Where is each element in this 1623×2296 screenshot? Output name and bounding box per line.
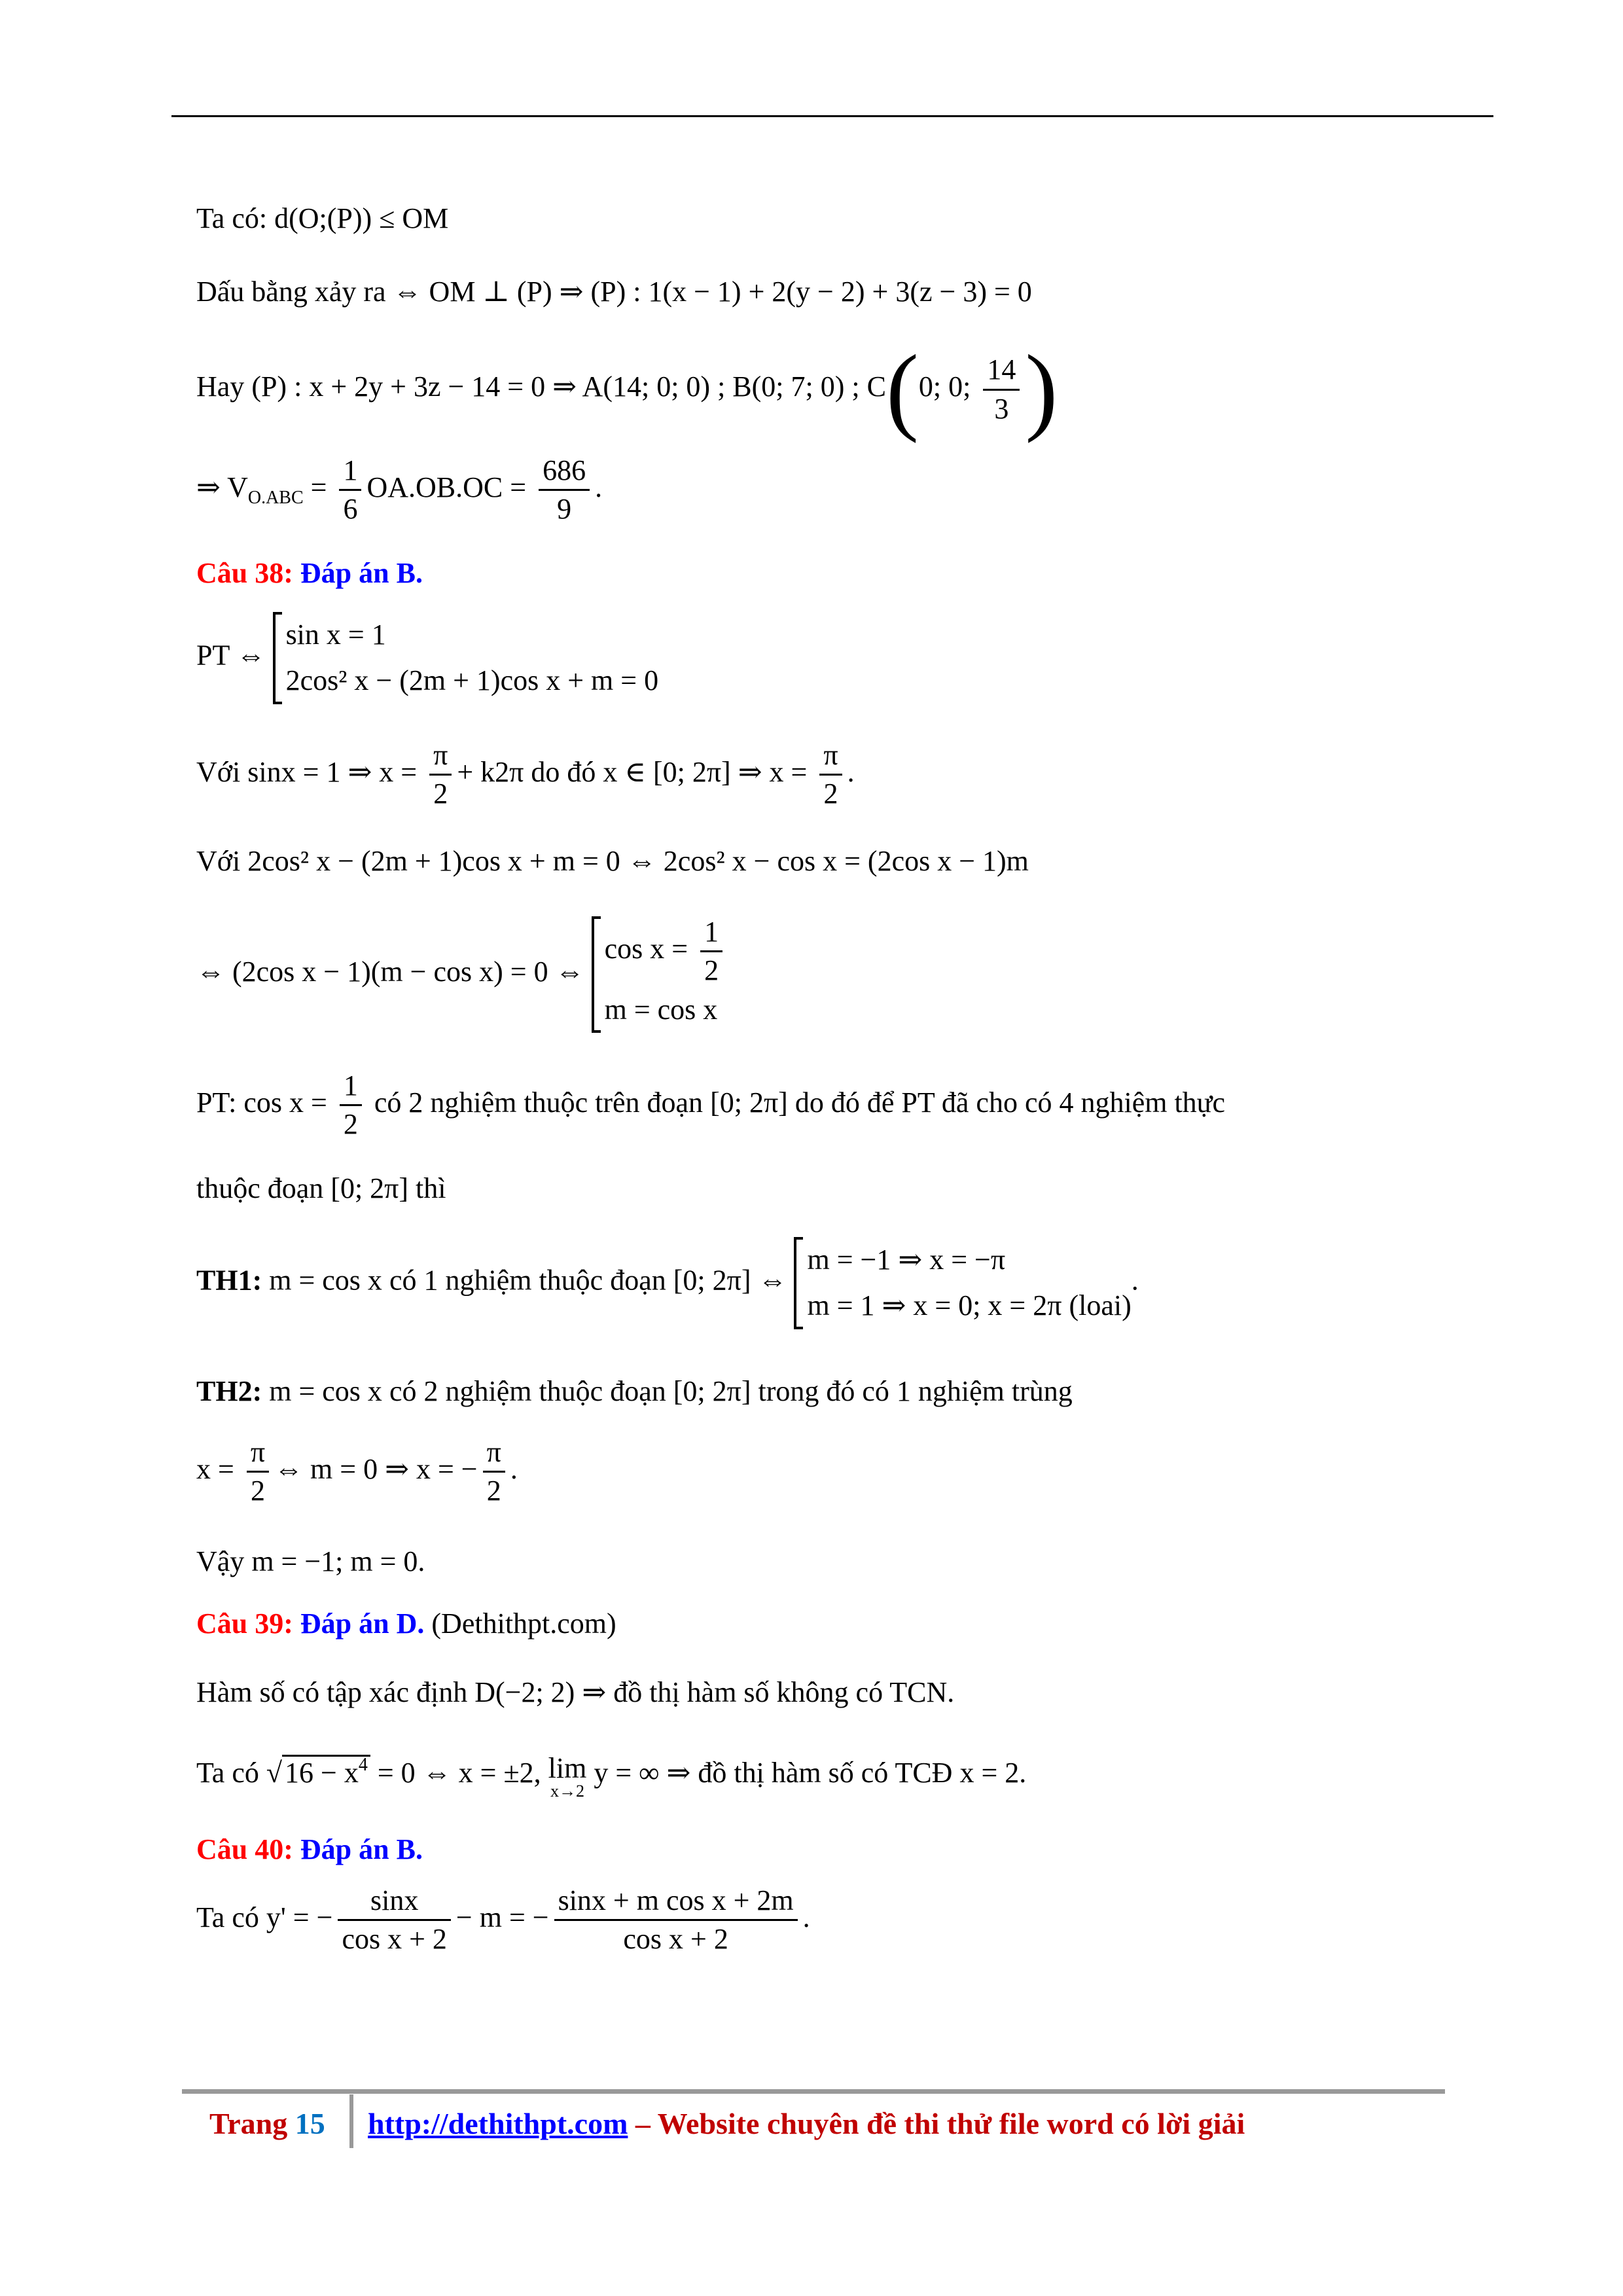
header-rule	[171, 115, 1493, 117]
line-pt-system: PT ⇔ sin x = 1 2cos² x − (2m + 1)cos x + m = 0	[196, 612, 658, 704]
line-sqrt-limit: Ta có $√16 - x^4 = 0$ ⇔ x = ±2, lim x→2 y = ∞ ⇒ đồ thị hàm số có TCĐ x = 2.	[196, 1752, 1027, 1801]
footer-rule	[182, 2089, 1445, 2094]
line-plane-equation: Hay (P) : x + 2y + 3z − 14 = 0 ⇒ A(14; 0; 0) ; B(0; 7; 0) ; C(0; 0; $\frac{14}{3}$ )	[196, 335, 1058, 444]
limit-operator: lim x→2	[548, 1752, 587, 1801]
fraction: $\frac{\pi}{2}$	[247, 1437, 269, 1507]
question-38-heading: Câu 38: Đáp án B.	[196, 557, 423, 589]
page-number: Trang 15	[209, 2107, 325, 2140]
equation-set: m = −1 ⇒ x = −π m = 1 ⇒ x = 0; x = 2π (loai)	[794, 1237, 1131, 1329]
fraction: $\frac{\pi}{2}$	[819, 740, 842, 810]
line-domain: Hàm số có tập xác định D(−2; 2) ⇒ đồ thị hàm số không có TCN.	[196, 1676, 955, 1708]
line-d-inequality: Ta có: d(O;(P)) ≤ OM	[196, 202, 449, 234]
fraction: $\frac{\pi}{2}$	[429, 740, 452, 810]
line-conclusion: Vậy m = −1; m = 0.	[196, 1545, 425, 1577]
line-sinx-case: Với sinx = 1 ⇒ x = $\frac{\pi}{2}$ + k2π do đó x ∈ [0; 2π] ⇒ x = $\frac{\pi}{2}$ .	[196, 739, 855, 810]
equation-set: cos x = $\frac{1}{2}$ m = cos x	[592, 916, 728, 1033]
fraction: $\frac{1}{2}$	[340, 1070, 362, 1141]
line-derivative: Ta có y' = − $\frac{\sin x}{\text{cos x + 2}}$ − m = − $\frac{\text{sinx + m cos x + 2m}}{\text{cos x + 2}}$ .	[196, 1884, 810, 1956]
line-pt-cos-half: PT: cos x = $\frac{1}{2}$ có 2 nghiệm thuộc trên đoạn [0; 2π] do đó để PT đã cho có 4 nghiệm thực	[196, 1069, 1226, 1141]
fraction: $\frac{14}{3}$	[983, 354, 1020, 425]
line-volume: ⇒ $V_{O.ABC}$ = $\frac{1}{6}$ OA.OB.OC = $\frac{686}{9}$ .	[196, 454, 603, 526]
equation-set: sin x = 1 2cos² x − (2m + 1)cos x + m = 0	[273, 612, 659, 704]
line-interval: thuộc đoạn [0; 2π] thì	[196, 1172, 446, 1204]
footer-separator	[349, 2094, 353, 2148]
line-cos-case: Với 2cos² x − (2m + 1)cos x + m = 0 ⇔ 2cos² x − cos x = (2cos x − 1)m	[196, 845, 1029, 877]
line-th1: TH1: m = cos x có 1 nghiệm thuộc đoạn [0; 2π] ⇔ m = −1 ⇒ x = −π m = 1 ⇒ x = 0; x = 2π (loai) .	[196, 1237, 1139, 1329]
footer-website: http://dethithpt.com – Website chuyên đề thi thử file word có lời giải	[368, 2107, 1245, 2140]
line-equality-condition: Dấu bằng xảy ra ⇔ OM ⊥ (P) ⇒ (P) : 1(x − 1) + 2(y − 2) + 3(z − 3) = 0	[196, 276, 1032, 308]
sqrt-expression: $√16 - x^4$	[266, 1754, 370, 1791]
fraction: $\frac{\text{sinx + m cos x + 2m}}{\text{cos x + 2}}$	[554, 1885, 798, 1956]
line-th2: TH2: m = cos x có 2 nghiệm thuộc đoạn [0; 2π] trong đó có 1 nghiệm trùng	[196, 1375, 1073, 1407]
fraction: $\frac{\sin x}{\text{cos x + 2}}$	[338, 1885, 450, 1956]
question-39-heading: Câu 39: Đáp án D. (Dethithpt.com)	[196, 1607, 616, 1640]
fraction: $\frac{1}{6}$	[339, 455, 361, 526]
fraction: $\frac{\pi}{2}$	[483, 1437, 505, 1507]
line-factored: ⇔ (2cos x − 1)(m − cos x) = 0 ⇔ cos x = $\frac{1}{2}$ m = cos x	[196, 916, 728, 1033]
website-link[interactable]: http://dethithpt.com	[368, 2107, 628, 2140]
fraction: $\frac{686}{9}$	[539, 455, 590, 526]
question-40-heading: Câu 40: Đáp án B.	[196, 1833, 423, 1865]
line-x-pi-half: x = $\frac{\pi}{2}$ ⇔ m = 0 ⇒ x = − $\frac{\pi}{2}$ .	[196, 1436, 518, 1507]
